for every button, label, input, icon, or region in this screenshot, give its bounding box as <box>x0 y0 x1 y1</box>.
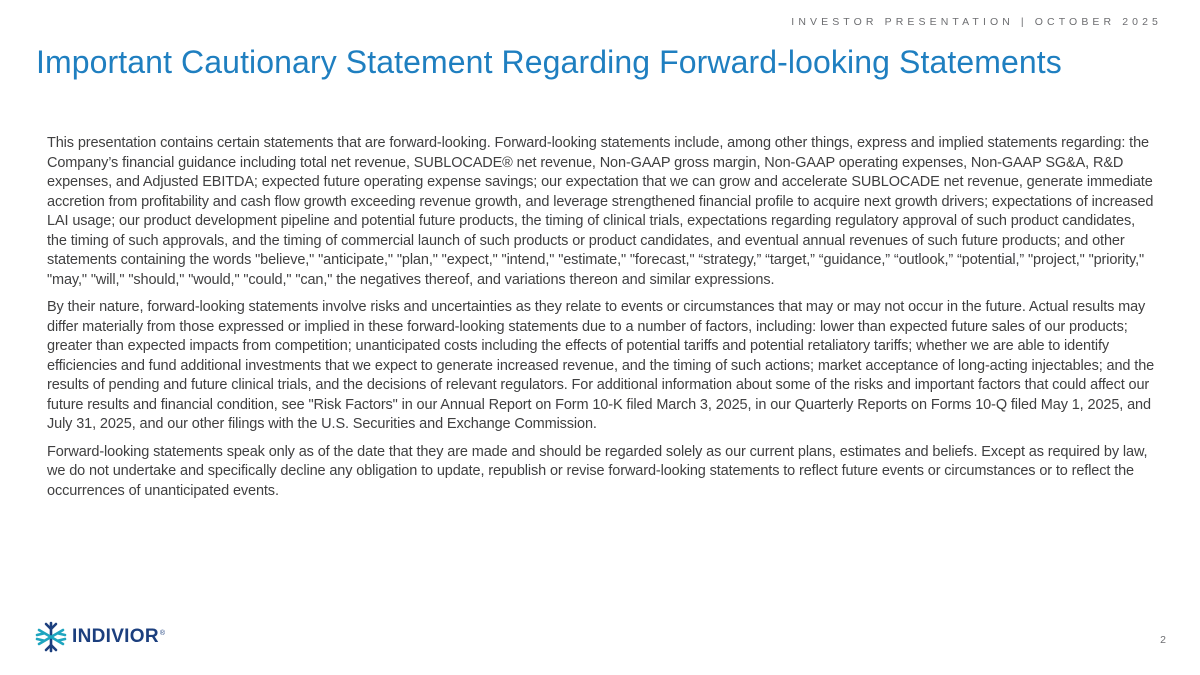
page-number: 2 <box>1160 634 1166 646</box>
paragraph-risks-uncertainties: By their nature, forward-looking statements involve risks and uncertainties as they relate to events or circumstances that may or may not occur in the future. Actual results may differ materially from those expressed or implied in these forward-looking statements due to a number of factors, including: lower than expected future sales of our products; greater than expected impacts from competition; unanticipated costs including the effects of potential tariffs and potential retaliatory tariffs; whether we are able to identify efficiencies and fund additional investments that we expect to generate increased revenue, and the timing of such actions; market acceptance of long-acting injectables; and the results of pending and future clinical trials, and the decisions of relevant regulators. For additional information about some of the risks and important factors that could affect our future results and financial condition, see "Risk Factors" in our Annual Report on Form 10-K filed March 3, 2025, in our Quarterly Reports on Forms 10-Q filed May 1, 2025, and July 31, 2025, and our other filings with the U.S. Securities and Exchange Commission. <box>47 299 1155 432</box>
snowflake-logo-icon <box>34 620 68 654</box>
logo-wordmark: INDIVIOR <box>72 626 159 647</box>
paragraph-forward-looking-intro: This presentation contains certain statements that are forward-looking. Forward-looking statements include, among other things, express and implied statements regarding: the Company’s financial guidance including total net revenue, SUBLOCADE® net revenue, Non-GAAP gross margin, Non-GAAP operating expenses, Non-GAAP SG&A, R&D expenses, and Adjusted EBITDA; expected future operating expense savings; our expectation that we can grow and accelerate SUBLOCADE net revenue, generate immediate accretion from profitability and cash flow growth exceeding revenue growth, and leverage strengthened financial profile to acquire next growth drivers; expectations of increased LAI usage; our product development pipeline and potential future products, the timing of clinical trials, expectations regarding regulatory approval of such product candidates, the timing of such approvals, and the timing of commercial launch of such products or product candidates, and eventual annual revenues of such future products; and other statements containing the words "believe," "anticipate," "plan," "expect," "intend," "estimate," "forecast," “strategy,” “target,” “guidance,” “outlook,” “potential,” "project," "priority," "may," "will," "should," "would," "could," "can," the negatives thereof, and variations thereon and similar expressions. <box>47 135 1154 288</box>
logo-registered-mark: ® <box>159 629 166 637</box>
presentation-header-tag: INVESTOR PRESENTATION | OCTOBER 2025 <box>791 16 1162 28</box>
indivior-logo <box>34 620 165 654</box>
paragraph-no-obligation: Forward-looking statements speak only as of the date that they are made and should be regarded solely as our current plans, estimates and beliefs. Except as required by law, we do not undertake and specifically decline any obligation to update, republish or revise forward-looking statements to reflect future events or circumstances or to reflect the occurrences of unanticipated events. <box>47 443 1148 499</box>
page-title: Important Cautionary Statement Regarding Forward-looking Statements <box>36 44 1062 80</box>
statement-body <box>47 134 1155 509</box>
